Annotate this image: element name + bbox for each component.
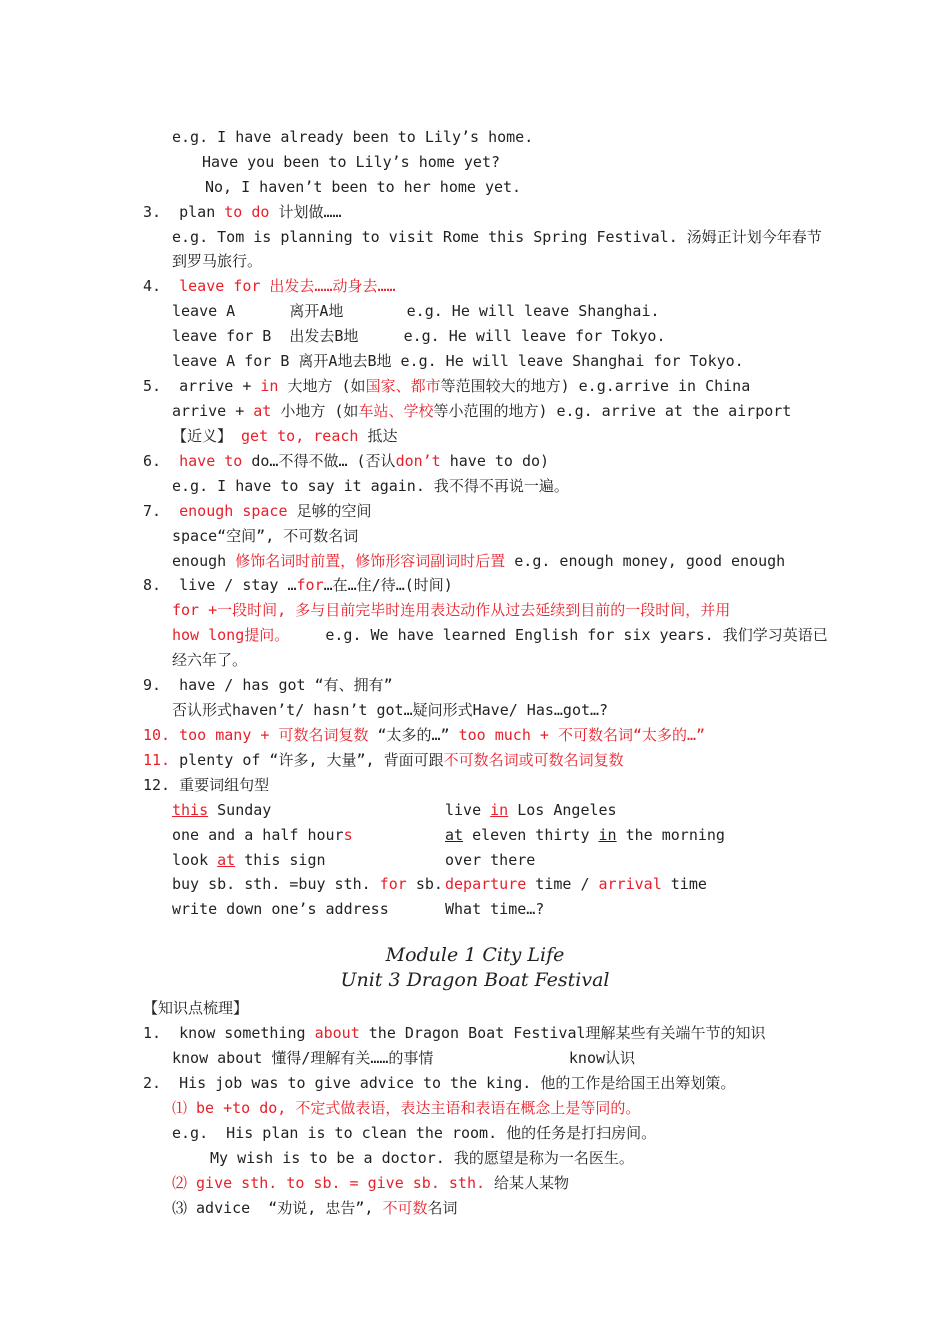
text-segment: time / — [526, 875, 599, 893]
text-line — [172, 301, 660, 321]
text-segment: this — [172, 801, 209, 819]
text-segment: 名词 — [427, 1199, 458, 1217]
text-segment: 计划做…… — [269, 203, 342, 221]
text-segment: e.g. We have learned English for six years. 我们学习英语已 — [289, 626, 828, 644]
text-segment: 4. — [143, 277, 180, 295]
text-segment: 国家、都市 — [365, 377, 441, 395]
text-line — [445, 825, 725, 845]
text-line — [143, 675, 393, 695]
text-segment: in — [598, 826, 617, 844]
text-line — [172, 426, 397, 446]
text-segment: 6. — [143, 452, 180, 470]
text-line — [172, 526, 358, 546]
text-segment: time — [661, 875, 707, 893]
text-segment: leave for B 出发去B地 e.g. He will leave for Tokyo. — [172, 327, 666, 345]
text-segment: 11. — [143, 751, 171, 769]
text-segment: s — [343, 826, 353, 844]
text-line — [172, 600, 730, 620]
text-segment: 到罗马旅行。 — [172, 252, 263, 270]
text-segment: leave A 离开A地 e.g. He will leave Shanghai. — [172, 302, 660, 320]
text-segment: Los Angeles — [508, 801, 617, 819]
text-line — [143, 451, 549, 471]
text-line — [172, 401, 791, 421]
text-line — [172, 227, 822, 247]
unit-title: Unit 3 Dragon Boat Festival — [340, 969, 610, 991]
text-line — [143, 1023, 766, 1043]
text-segment: 给某人某物 — [485, 1174, 570, 1192]
text-segment: e.g. I have already been to Lily’s home. — [172, 128, 534, 146]
text-line — [172, 1048, 635, 1068]
text-line — [172, 251, 262, 271]
text-segment: live — [445, 801, 491, 819]
text-segment: ⑶ advice “劝说, 忠告”, — [172, 1199, 383, 1217]
text-segment: 大地方 (如 — [278, 377, 366, 395]
text-segment: ⑴ be +to do, 不定式做表语，表达主语和表语在概念上是等同的。 — [172, 1099, 641, 1117]
text-segment: to do — [224, 203, 270, 221]
text-segment: “太多的…” — [368, 726, 459, 744]
text-segment: e.g. His plan is to clean the room. 他的任务是打扫房间。 — [172, 1124, 657, 1142]
text-segment: 10. too many + 可数名词复数 — [143, 726, 369, 744]
text-segment: this sign — [235, 851, 326, 869]
text-segment: What time…? — [445, 900, 545, 918]
text-segment: 3. plan — [143, 203, 225, 221]
text-line — [172, 625, 828, 645]
text-line — [210, 1148, 634, 1168]
text-segment: departure — [445, 875, 527, 893]
text-segment: 等范围较大的地方) e.g.arrive in China — [440, 377, 751, 395]
text-line — [205, 177, 521, 197]
text-line — [143, 501, 372, 521]
text-segment: at — [253, 402, 272, 420]
text-segment: 不可数名词或可数名词复数 — [443, 751, 624, 769]
text-line — [143, 725, 705, 745]
text-segment: space“空间”, 不可数名词 — [172, 527, 359, 545]
text-segment: plenty of “许多, 大量”, 背面可跟 — [170, 751, 444, 769]
text-segment: have to do) — [440, 452, 550, 470]
text-line — [445, 899, 544, 919]
text-line — [172, 850, 326, 870]
text-line — [172, 1123, 656, 1143]
text-segment: buy sb. sth. =buy sth. — [172, 875, 380, 893]
text-line — [172, 326, 665, 346]
text-line — [143, 1073, 735, 1093]
text-segment: arrival — [598, 875, 662, 893]
text-segment: know about 懂得/理解有关……的事情 know认识 — [172, 1049, 636, 1067]
text-line — [445, 800, 617, 820]
text-segment: the Dragon Boat Festival理解某些有关端午节的知识 — [359, 1024, 766, 1042]
text-line — [172, 551, 785, 571]
text-segment: for — [296, 576, 324, 594]
text-line — [172, 1173, 569, 1193]
text-line — [143, 575, 453, 595]
text-line — [143, 750, 624, 770]
text-segment: for — [379, 875, 407, 893]
text-line — [202, 152, 500, 172]
text-segment: leave A for B 离开A地去B地 e.g. He will leave Shanghai for Tokyo. — [172, 352, 744, 370]
text-segment: …在…住/待…(时间) — [323, 576, 453, 594]
text-segment: 8. live / stay … — [143, 576, 297, 594]
text-segment: eleven thirty — [463, 826, 599, 844]
text-segment: write down one’s address — [172, 900, 389, 918]
text-line — [445, 850, 535, 870]
text-line — [143, 202, 342, 222]
text-segment: e.g. Tom is planning to visit Rome this Spring Festival. 汤姆正计划今年春节 — [172, 228, 822, 246]
text-segment: have to — [179, 452, 243, 470]
text-line — [172, 825, 353, 845]
text-segment: about — [314, 1024, 360, 1042]
text-segment: My wish is to be a doctor. 我的愿望是称为一名医生。 — [210, 1149, 634, 1167]
text-line — [172, 700, 608, 720]
text-segment: the morning — [616, 826, 725, 844]
text-line — [143, 775, 269, 795]
text-segment: 抵达 — [358, 427, 398, 445]
text-segment: 9. have / has got “有、拥有” — [143, 676, 393, 694]
text-line — [172, 476, 569, 496]
text-line — [172, 1098, 640, 1118]
text-segment: 小地方 (如 — [271, 402, 359, 420]
text-line — [172, 800, 271, 820]
text-segment: one and a half hour — [172, 826, 344, 844]
text-segment: over there — [445, 851, 536, 869]
text-line — [172, 1198, 458, 1218]
text-segment: in — [490, 801, 509, 819]
text-segment: 足够的空间 — [287, 502, 372, 520]
text-segment: do…不得不做… (否认 — [242, 452, 396, 470]
text-line — [172, 127, 533, 147]
text-segment: 车站、学校 — [358, 402, 434, 420]
text-segment: how long提问。 — [172, 626, 290, 644]
text-segment: at — [445, 826, 464, 844]
text-segment: arrive + — [172, 402, 254, 420]
text-segment: e.g. I have to say it again. 我不得不再说一遍。 — [172, 477, 569, 495]
text-segment: 修饰名词时前置，修饰形容词副词时后置 — [235, 552, 506, 570]
text-segment: get to, reach — [241, 427, 359, 445]
text-segment: 7. — [143, 502, 180, 520]
text-segment: 经六年了。 — [172, 651, 248, 669]
text-segment: 1. know something — [143, 1024, 315, 1042]
text-segment: ⑵ give sth. to sb. = give sb. sth. — [172, 1174, 486, 1192]
text-line — [143, 276, 396, 296]
text-line — [143, 998, 248, 1018]
module-title: Module 1 City Life — [385, 944, 565, 966]
text-segment: in — [260, 377, 279, 395]
text-segment: 否认形式haven’t/ hasn’t got…疑问形式Have/ Has…got…? — [172, 701, 609, 719]
text-segment: 12. 重要词组句型 — [143, 776, 270, 794]
text-segment: 等小范围的地方) e.g. arrive at the airport — [433, 402, 792, 420]
text-line — [172, 899, 389, 919]
text-line — [172, 351, 744, 371]
text-segment: at — [217, 851, 236, 869]
text-segment: 2. His job was to give advice to the king. 他的工作是给国王出筹划策。 — [143, 1074, 736, 1092]
text-segment: don’t — [395, 452, 441, 470]
text-segment: sb. — [406, 875, 443, 893]
text-segment: leave for 出发去……动身去…… — [179, 277, 396, 295]
text-segment: look — [172, 851, 218, 869]
text-line — [172, 650, 247, 670]
text-segment: e.g. enough money, good enough — [505, 552, 786, 570]
text-line — [172, 874, 443, 894]
text-segment: Sunday — [208, 801, 272, 819]
text-line — [445, 874, 707, 894]
text-line — [143, 376, 750, 396]
text-segment: enough — [172, 552, 236, 570]
text-segment: No, I haven’t been to her home yet. — [205, 178, 522, 196]
text-segment: enough space — [179, 502, 288, 520]
text-segment: 5. arrive + — [143, 377, 261, 395]
text-segment: 【知识点梳理】 — [143, 999, 249, 1017]
text-segment: 【近义】 — [172, 427, 242, 445]
text-segment: for +一段时间, 多与目前完毕时连用表达动作从过去延续到目前的一段时间，并用 — [172, 601, 731, 619]
text-segment: too much + 不可数名词“太多的…” — [458, 726, 706, 744]
text-segment: 不可数 — [382, 1199, 428, 1217]
text-segment: Have you been to Lily’s home yet? — [202, 153, 501, 171]
